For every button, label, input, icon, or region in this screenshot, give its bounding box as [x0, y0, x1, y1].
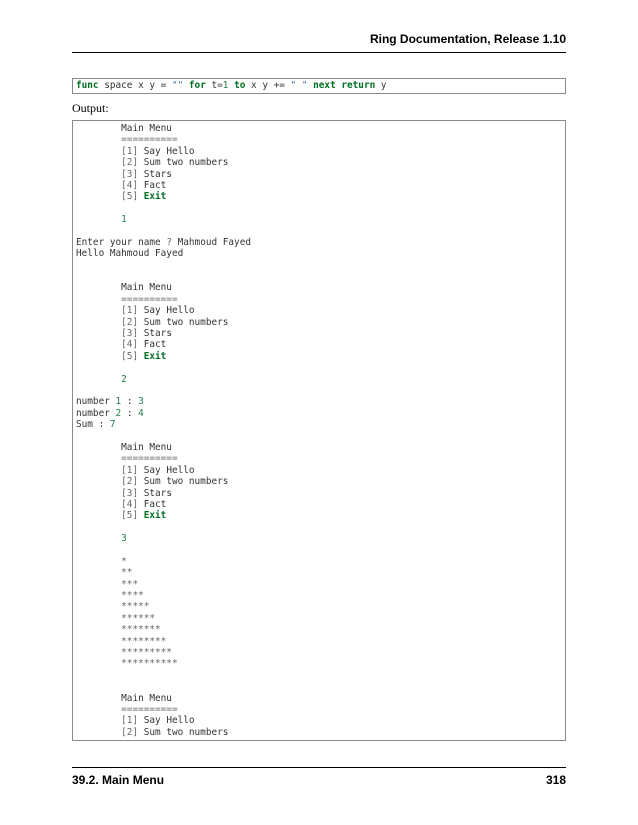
- footer-page-number: 318: [545, 773, 566, 787]
- code-text: x y +=: [245, 80, 291, 91]
- menu-item-4: [4] Fact: [121, 339, 167, 351]
- star-line: *: [121, 555, 127, 567]
- star-line: *******: [121, 624, 161, 636]
- page-header-title: Ring Documentation, Release 1.10: [369, 32, 566, 46]
- footer-rule: [72, 767, 566, 768]
- number-2-line: number 2 : 4: [76, 407, 144, 419]
- kw-for: for: [188, 80, 206, 91]
- menu-rule: ==========: [76, 703, 178, 715]
- menu-item-4: [4] Fact: [121, 498, 167, 510]
- sum-line: Sum : 7: [76, 419, 116, 431]
- star-line: *********: [121, 646, 172, 658]
- menu-title: Main Menu: [76, 282, 172, 294]
- footer-section: 39.2. Main Menu: [72, 773, 165, 787]
- code-text: t=: [205, 80, 223, 91]
- menu-item-4: [4] Fact: [121, 179, 167, 191]
- menu-rule: ==========: [76, 453, 178, 465]
- code-text: y: [375, 80, 387, 91]
- menu-item-5: [5] Exit: [121, 191, 167, 203]
- output-block: [72, 120, 566, 741]
- star-line: *****: [121, 601, 150, 613]
- kw-next: next: [313, 80, 336, 91]
- menu-item-1: [1] Say Hello: [121, 305, 195, 317]
- kw-func: func: [76, 80, 99, 91]
- star-line: ******: [121, 612, 156, 624]
- menu-rule: ==========: [76, 134, 178, 146]
- enter-name-line: Enter your name ? Mahmoud Fayed: [76, 236, 251, 248]
- menu-item-5: [5] Exit: [121, 350, 167, 362]
- menu-item-2: [2] Sum two numbers: [121, 726, 229, 738]
- choice-line: 1: [121, 214, 127, 226]
- menu-item-3: [3] Stars: [121, 487, 172, 499]
- menu-item-2: [2] Sum two numbers: [121, 157, 229, 169]
- choice-line: 2: [121, 373, 127, 385]
- menu-title: Main Menu: [76, 692, 172, 704]
- menu-item-2: [2] Sum two numbers: [121, 476, 229, 488]
- menu-item-5: [5] Exit: [121, 510, 167, 522]
- code-number: 1: [222, 80, 229, 91]
- code-string: "": [171, 80, 184, 91]
- menu-item-1: [1] Say Hello: [121, 464, 195, 476]
- menu-rule: ==========: [76, 293, 178, 305]
- choice-line: 3: [121, 533, 127, 545]
- kw-return: return: [341, 80, 376, 91]
- menu-item-2: [2] Sum two numbers: [121, 316, 229, 328]
- star-line: ********: [121, 635, 167, 647]
- star-line: **: [121, 567, 133, 579]
- menu-title: Main Menu: [76, 441, 172, 453]
- menu-item-1: [1] Say Hello: [121, 145, 195, 157]
- menu-item-1: [1] Say Hello: [121, 715, 195, 727]
- menu-item-3: [3] Stars: [121, 168, 172, 180]
- code-text: space x y =: [98, 80, 172, 91]
- output-label: Output:: [72, 101, 109, 115]
- menu-item-3: [3] Stars: [121, 328, 172, 340]
- star-line: **********: [121, 658, 178, 670]
- hello-line: Hello Mahmoud Fayed: [76, 248, 184, 260]
- star-line: ****: [121, 590, 144, 602]
- star-line: ***: [121, 578, 139, 590]
- code-snippet: [72, 78, 566, 94]
- header-rule: [72, 52, 566, 53]
- menu-title: Main Menu: [76, 123, 172, 134]
- number-1-line: number 1 : 3: [76, 396, 144, 408]
- code-string: " ": [290, 80, 308, 91]
- kw-to: to: [234, 80, 246, 91]
